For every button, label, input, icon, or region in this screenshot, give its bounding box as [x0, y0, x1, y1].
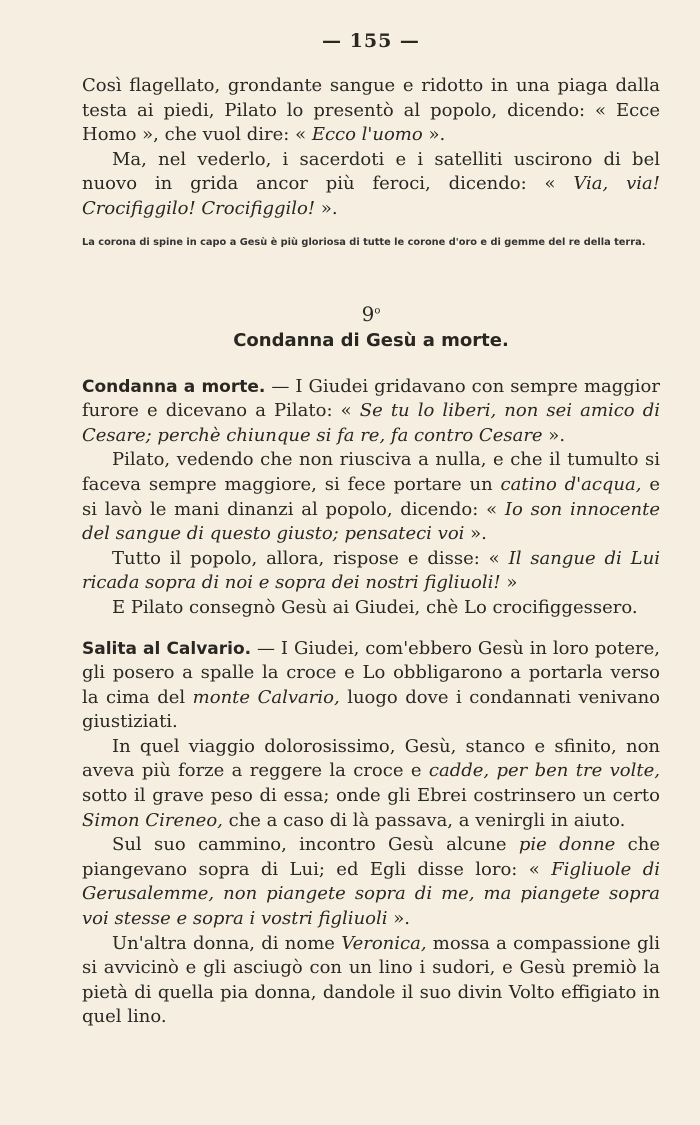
text-run: ». — [542, 424, 566, 446]
text-run: che a caso di là passava, a venirgli in aiuto. — [222, 809, 626, 831]
text-run: Sul suo cammino, incontro Gesù alcune — [112, 834, 519, 856]
italic-run: monte Calvario, — [192, 686, 340, 708]
spacer — [82, 621, 660, 637]
text-run: ». — [422, 124, 446, 146]
section-condemnation — [82, 375, 660, 621]
section-calvary — [82, 637, 660, 1031]
section-ecce-homo — [82, 74, 660, 250]
italic-run: Simon Cireneo, — [82, 809, 223, 831]
italic-run: cadde, per ben tre volte, — [428, 760, 660, 782]
chapter-number-suffix: o — [374, 304, 381, 316]
italic-run: catino d'acqua, — [500, 473, 642, 495]
lead-heading: Salita al Calvario. — [82, 638, 252, 659]
chapter-number-value: 9 — [361, 301, 375, 326]
paragraph-veronica — [82, 932, 660, 1030]
paragraph-calvary — [82, 637, 660, 735]
paragraph-crowd-cries — [82, 148, 660, 222]
paragraph-people-answer — [82, 547, 660, 596]
text-run: ». — [387, 908, 410, 930]
paragraph-falls — [82, 735, 660, 833]
paragraph-condemnation — [82, 375, 660, 449]
italic-run: Figliuole di Gerusalemme, non piangete sopra di me, ma piangete sopra voi stesse e sopra i vostri figliuoli — [82, 858, 660, 930]
text-run: — I Giudei gridavano con sempre maggior furore e dicevano a Pilato: « — [82, 375, 660, 422]
text-run: e si lavò le mani dinanzi al popolo, dicendo: « — [82, 473, 660, 520]
italic-run: Se tu lo liberi, non sei amico di Cesare; perchè chiunque si fa re, fa contro Cesare — [82, 400, 660, 446]
text-run: luogo dove i condannati venivano giustiziati. — [82, 686, 660, 733]
text-run: — I Giudei, com'ebbero Gesù in loro potere, gli posero a spalle la croce e Lo obbligarono a portarla verso la cima del — [82, 637, 661, 708]
italic-run: Il sangue di Lui ricada sopra di noi e sopra dei nostri figliuoli! — [82, 547, 660, 594]
italic-run: Veronica, — [341, 932, 427, 954]
page-number: — 155 — — [322, 30, 420, 52]
chapter-title: Condanna di Gesù a morte. — [233, 329, 509, 351]
text-run: sotto il grave peso di essa; onde gli Ebrei costrinsero un certo — [82, 785, 660, 807]
paragraph-pilate-washes — [82, 448, 660, 546]
text-run: » — [500, 572, 518, 594]
italic-run: Io son innocente del sangue di questo giusto; pensateci voi — [82, 498, 660, 545]
text-run: ». — [464, 523, 487, 545]
chapter-number — [82, 302, 660, 326]
text-run: Pilato, vedendo che non riusciva a nulla, e che il tumulto si faceva sempre maggiore, si fece portare un — [82, 449, 660, 495]
text-run: In quel viaggio dolorosissimo, Gesù, stanco e sfinito, non aveva più forze a reggere la croce e — [82, 735, 660, 782]
text-run: Tutto il popolo, allora, rispose e disse: « — [112, 547, 509, 569]
lead-heading: Condanna a morte. — [82, 376, 266, 397]
text-run: mossa a compassione gli si avvicinò e gli asciugò con un lino i sudori, e Gesù premiò la pietà di quella pia donna, dandole il suo divin Volto effigiato in quel lino. — [82, 932, 660, 1028]
text-run: Un'altra donna, di nome — [112, 932, 342, 954]
paragraph-flagellation — [82, 74, 660, 148]
text-run: che piangevano sopra di Lui; ed Egli disse loro: « — [82, 834, 660, 880]
italic-run: Via, via! Crocifiggilo! Crocifiggilo! — [82, 173, 660, 219]
text-run: Così flagellato, grondante sangue e ridotto in una piaga dalla testa ai piedi, Pilato lo presentò al popolo, dicendo: « Ecce Homo », che vuol dire: « — [82, 75, 660, 146]
text-run: Ma, nel vederlo, i sacerdoti e i satelliti uscirono di bel nuovo in grida ancor più feroci, dicendo: « — [82, 148, 660, 195]
footnote-crown: La corona di spine in capo a Gesù è più gloriosa di tutte le corone d'oro e di gemme del re della terra. — [82, 236, 646, 248]
paragraph-pious-women — [82, 833, 660, 931]
paragraph-handed-over: E Pilato consegnò Gesù ai Giudei, chè Lo crocifiggessero. — [112, 596, 638, 618]
text-run: ». — [315, 197, 338, 219]
italic-run: Ecco l'uomo — [311, 124, 423, 146]
italic-run: pie donne — [518, 834, 616, 856]
